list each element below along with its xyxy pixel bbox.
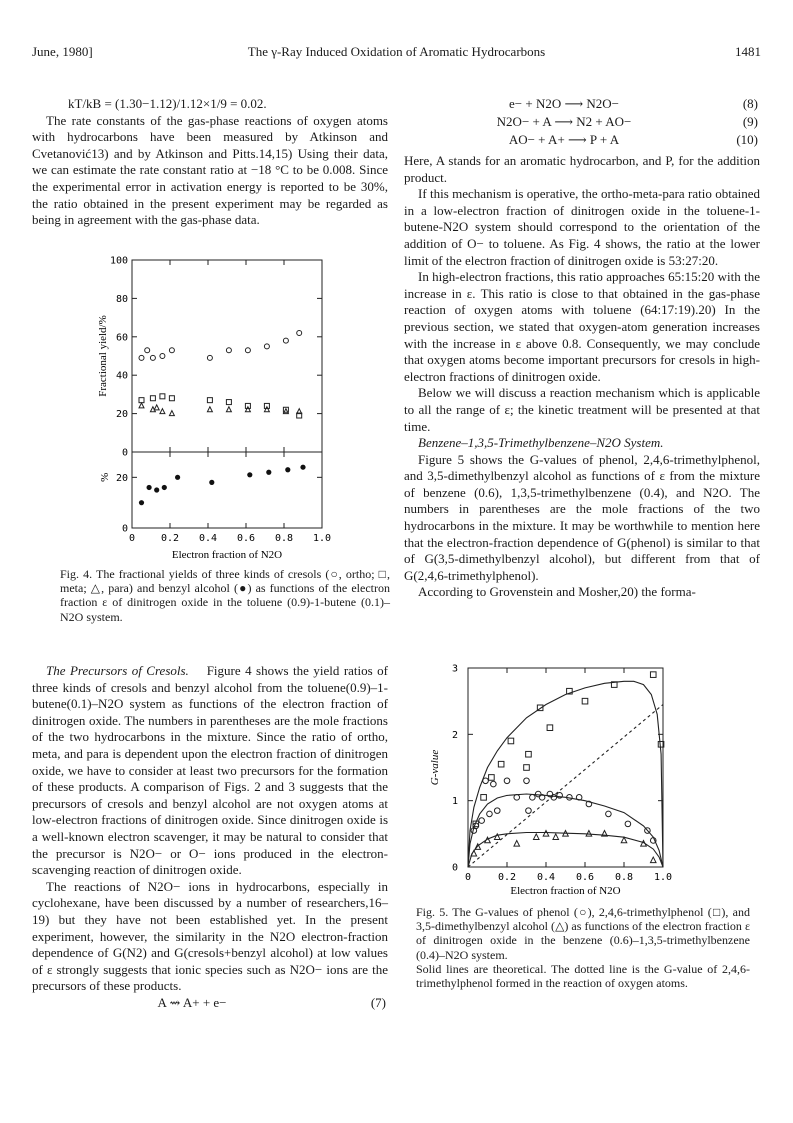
running-header — [32, 44, 761, 62]
data-point — [533, 834, 539, 840]
data-point — [139, 500, 144, 505]
data-point — [285, 467, 290, 472]
left-column-bottom — [32, 663, 388, 1012]
data-point — [504, 778, 510, 784]
y-tick-label: 20 — [115, 472, 128, 484]
x-tick-label: 0.2 — [160, 533, 180, 544]
paragraph: Figure 5 shows the G-values of phenol, 2,4,6-trimethylphenol, and 3,5-dimethylbenzyl alcohol as functions of ε from the mixture of benzene (0.6), 1,3,5-trimethylbenzene (0.4), and N2O. The numbers in parentheses are the mole fractions of the two hydrocarbons in the mixture. It may be worthwhile to mention here that the electron-fraction dependence of G(phenol) is similar to that of G(3,5-dimethylbenzyl alcohol), but different from that of G(2,4,6-trimethylphenol). — [404, 451, 760, 583]
data-point — [162, 485, 167, 490]
equation-number: (8) — [742, 96, 758, 111]
y-tick-label: 2 — [451, 729, 458, 741]
data-point — [247, 472, 252, 477]
paragraph: Here, A stands for an aromatic hydrocarbon, and P, for the addition product. — [404, 153, 760, 185]
data-point — [553, 834, 559, 840]
data-point — [169, 411, 174, 416]
y-tick-label: 40 — [115, 370, 128, 382]
y-axis-label: G-value — [429, 749, 441, 786]
data-point — [606, 811, 612, 817]
x-tick-label: 0.4 — [198, 533, 218, 544]
data-point — [524, 765, 530, 771]
x-tick-label: 0.6 — [236, 533, 256, 544]
left-column-top — [32, 96, 388, 229]
data-point — [245, 348, 250, 353]
figure-4-chart — [92, 252, 362, 562]
x-tick-label: 0.2 — [497, 872, 517, 883]
y-tick-label: 0 — [121, 447, 128, 459]
figure-4-caption — [60, 567, 390, 624]
data-point — [283, 409, 288, 414]
y-axis-label-bottom: % — [99, 472, 111, 482]
data-point — [226, 407, 231, 412]
equation-text: N2O− + A ⟶ N2 + AO− — [496, 114, 632, 129]
data-point — [586, 831, 592, 837]
equation-9 — [404, 114, 760, 132]
x-axis-label: Electron fraction of N2O — [171, 549, 283, 561]
data-point — [557, 793, 563, 799]
data-point — [297, 330, 302, 335]
x-axis-label: Electron fraction of N2O — [510, 885, 621, 897]
data-point — [160, 394, 165, 399]
y-tick-label: 60 — [115, 332, 128, 344]
equation-7 — [32, 995, 388, 1012]
data-point — [226, 348, 231, 353]
equation-number: (9) — [742, 114, 758, 129]
theoretical-curve — [468, 833, 663, 868]
equation-number: (7) — [370, 994, 386, 1010]
page-number: 1481 — [735, 44, 761, 59]
data-point — [526, 808, 532, 814]
data-point — [487, 811, 493, 817]
header-date: June, 1980] — [32, 44, 93, 59]
right-column-top — [404, 96, 760, 601]
figure-5-caption — [416, 905, 750, 990]
y-tick-label: 0 — [121, 523, 128, 535]
data-point — [169, 348, 174, 353]
rate-ratio-equation: kT/kB = (1.30−1.12)/1.12×1/9 = 0.02. — [68, 96, 267, 111]
data-point — [209, 480, 214, 485]
data-point — [160, 409, 165, 414]
data-point — [169, 396, 174, 401]
data-point — [207, 355, 212, 360]
section-title: Benzene–1,3,5-Trimethylbenzene–N2O System. — [418, 435, 664, 451]
paragraph: The rate constants of the gas-phase reactions of oxygen atoms with hydrocarbons have been measured by Atkinson and Cvetanović13) and by Atkinson and Pitts.14,15) Using their data, we can estimate the rate constant ratio at −18 °C to be 0.008. Since the experimental error in activation energy is reported to be 30%, the ratio obtained in the present experiment may be regarded as being in agreement with the gas-phase data. — [32, 112, 388, 228]
data-point — [150, 396, 155, 401]
data-point — [266, 470, 271, 475]
x-tick-label: 0.6 — [575, 872, 595, 883]
data-point — [650, 857, 656, 863]
y-tick-label: 3 — [451, 663, 458, 675]
data-point — [207, 407, 212, 412]
data-point — [547, 725, 553, 731]
data-point — [154, 405, 159, 410]
data-point — [481, 795, 487, 801]
data-point — [483, 778, 489, 784]
data-point — [264, 407, 269, 412]
data-point — [147, 485, 152, 490]
data-point — [139, 355, 144, 360]
oxygen-atom-curve — [468, 705, 663, 868]
data-point — [491, 781, 497, 787]
equation-number: (10) — [736, 132, 758, 147]
data-point — [524, 778, 530, 784]
equation-text: e− + N2O ⟶ N2O− — [509, 96, 619, 111]
y-tick-label: 0 — [451, 862, 458, 874]
caption-note: Solid lines are theoretical. The dotted line is the G-value of 2,4,6-trimethylphenol formed in the reaction of oxygen atoms. — [416, 961, 750, 991]
equation-text: A ⇝ A+ + e− — [157, 994, 227, 1010]
figure-5-chart — [420, 660, 688, 900]
data-point — [625, 821, 631, 827]
section-title: The Precursors of Cresols. — [46, 663, 189, 678]
data-point — [543, 831, 549, 837]
paragraph: According to Grovenstein and Mosher,20) the forma- — [418, 584, 696, 600]
data-point — [145, 348, 150, 353]
data-point — [207, 398, 212, 403]
data-point — [245, 407, 250, 412]
equation-text: AO− + A+ ⟶ P + A — [508, 132, 620, 147]
x-tick-label: 1.0 — [653, 872, 673, 883]
header-title: The γ-Ray Induced Oxidation of Aromatic Hydrocarbons — [247, 44, 546, 59]
data-point — [264, 344, 269, 349]
y-tick-label: 1 — [451, 796, 458, 808]
data-point — [226, 400, 231, 405]
y-axis-label: Fractional yield/% — [97, 315, 109, 397]
data-point — [514, 840, 520, 846]
y-tick-label: 20 — [115, 409, 128, 421]
x-tick-label: 0.4 — [536, 872, 556, 883]
data-point — [489, 775, 495, 781]
data-point — [508, 738, 514, 744]
y-tick-label: 80 — [115, 293, 128, 305]
data-point — [650, 672, 656, 678]
data-point — [526, 751, 532, 757]
data-point — [514, 795, 520, 801]
data-point — [283, 338, 288, 343]
caption-text: Fig. 5. The G-values of phenol (○), 2,4,6-trimethylphenol (□), and 3,5-dimethylbenzyl alcohol (△) as functions of the electron fraction ε of dinitrogen oxide in the benzene (0.6)–1,3,5-trimethylbenzene (0.4)–N2O system. — [416, 905, 750, 962]
data-point — [300, 465, 305, 470]
x-tick-label: 0.8 — [274, 533, 294, 544]
paragraph: In high-electron fractions, this ratio approaches 65:15:20 with the increase in ε. This ratio is close to that obtained in the gas-phase reaction of oxygen atoms with toluene (64:17:19).20) In the previous section, we stated that oxygen-atom generation increases with the increase in ε above 0.8. Consequently, we may conclude that oxygen atoms become important precursors for cresols in high-electron fractions of dinitrogen oxide. — [404, 269, 760, 384]
paragraph: The reactions of N2O− ions in hydrocarbons, especially in cyclohexane, have been discussed by a number of researchers,16–19) but they have not been established yet. In the present experiment, however, the similarity in the N2O electron-fraction dependence of G(N2) and G(cresols+benzyl alcohol) at low values of ε strongly suggests that ionic species such as N2O− ions are the precursors of these products. — [32, 878, 388, 994]
x-tick-label: 0 — [128, 533, 136, 544]
data-point — [582, 698, 588, 704]
data-point — [175, 475, 180, 480]
x-tick-label: 0 — [464, 872, 472, 883]
data-point — [160, 354, 165, 359]
data-point — [479, 818, 485, 824]
x-tick-label: 0.8 — [614, 872, 634, 883]
x-tick-label: 1.0 — [312, 533, 332, 544]
data-point — [498, 761, 504, 767]
data-point — [139, 403, 144, 408]
equation-8 — [404, 96, 760, 114]
caption-text: Fig. 4. The fractional yields of three kinds of cresols (○, ortho; □, meta; △, para) and benzyl alcohol (●) as functions of the electron fraction ε of dinitrogen oxide in the toluene (0.9)-1-butene (0.1)–N2O system. — [60, 567, 390, 624]
equation-10 — [404, 132, 760, 153]
paragraph: Below we will discuss a reaction mechanism which is applicable to all the range of ε; the kinetic treatment will be presented at that time. — [404, 385, 760, 434]
paragraph: Figure 4 shows the yield ratios of three kinds of cresols and benzyl alcohol from the toluene(0.9)–1-butene(0.1)–N2O system as functions of the electron fraction of dinitrogen oxide. The numbers in parentheses are the mole fractions of the two hydrocarbons in the mixture. Since the ratio of ortho, meta, and para is dependent upon the electron fraction of dinitrogen oxide, we have to consider at least two precursors for the formation of these products. A comparison of Figs. 2 and 3 suggests that the precursors of cresols and benzyl alcohol are not oxygen atoms at low-electron fractions of dinitrogen oxide. Since dinitrogen oxide is a well-known electron scavenger, it may be natural to consider that the precursor is N2O− or O− ions produced in the electron-scavenging reaction of dinitrogen oxide. — [32, 663, 389, 878]
data-point — [494, 808, 500, 814]
data-point — [154, 487, 159, 492]
data-point — [530, 795, 536, 801]
data-point — [150, 355, 155, 360]
paragraph: If this mechanism is operative, the ortho-meta-para ratio obtained in a low-electron fraction of dinitrogen oxide in the toluene-1-butene-N2O system should correspond to the orientation of the addition of O− to toluene. As Fig. 4 shows, the ratio at the lower limit of the electron fraction of dinitrogen oxide is 53:27:20. — [404, 186, 760, 268]
plot-frame — [468, 668, 663, 867]
y-tick-label: 100 — [109, 255, 128, 267]
